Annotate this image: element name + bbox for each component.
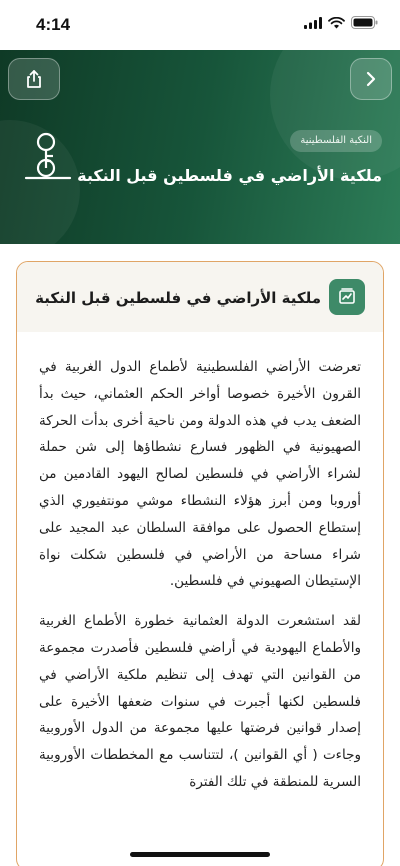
card-icon-badge bbox=[329, 279, 365, 315]
share-icon bbox=[24, 69, 44, 89]
category-tag: النكبة الفلسطينية bbox=[290, 130, 382, 152]
key-icon bbox=[20, 130, 74, 186]
home-indicator[interactable] bbox=[130, 852, 270, 857]
back-button[interactable] bbox=[350, 58, 392, 100]
wifi-icon bbox=[328, 17, 345, 29]
card-header bbox=[17, 262, 383, 332]
article-card bbox=[16, 261, 384, 866]
share-button[interactable] bbox=[8, 58, 60, 100]
signal-icon bbox=[304, 17, 322, 29]
battery-icon bbox=[351, 16, 378, 29]
status-bar bbox=[0, 0, 400, 50]
land-document-icon bbox=[337, 287, 357, 307]
article-body bbox=[17, 332, 383, 796]
hero-header bbox=[0, 50, 400, 244]
card-title: ملكية الأراضي في فلسطين قبل النكبة bbox=[35, 289, 321, 307]
article-paragraph: تعرضت الأراضي الفلسطينية لأطماع الدول الغربية في القرون الأخيرة خصوصا أواخر الحكم العثماني، حيث بدأ الضعف يدب في هذه الدولة ومن ناحية أخرى بدأت الحركة الصهيونية في الظهور فسارع نشطاؤها إلى شن حملة لشراء الأراضي في فلسطين لصالح اليهود القادمين من أوروبا ومن أبرز هؤلاء النشطاء موشي مونتفيوري الذي إستطاع الحصول على موافقة السلطان عبد المجيد على شراء مساحة من الأراضي في فلسطين شكلت نواة الإستيطان الصهيوني في فلسطين. bbox=[39, 359, 361, 590]
status-time: 4:14 bbox=[36, 15, 71, 34]
chevron-right-icon bbox=[364, 70, 378, 88]
article-paragraph: لقد استشعرت الدولة العثمانية خطورة الأطماع الغربية والأطماع اليهودية في أراضي فلسطين فأصدرت مجموعة من القوانين التي تهدف إلى تنظيم ملكية الأراضي في فلسطين لكنها أجبرت في سنوات ضعفها الأخيرة على إصدار قوانين فرضتها عليها مجموعة من الدول الأوروبية وجاءت ( أي القوانين )، لتتناسب مع المخططات الأوروبية السرية للمنطقة في تلك الفترة bbox=[39, 613, 361, 790]
status-icons bbox=[304, 16, 378, 29]
page-title: ملكية الأراضي في فلسطين قبل النكبة bbox=[77, 166, 382, 185]
